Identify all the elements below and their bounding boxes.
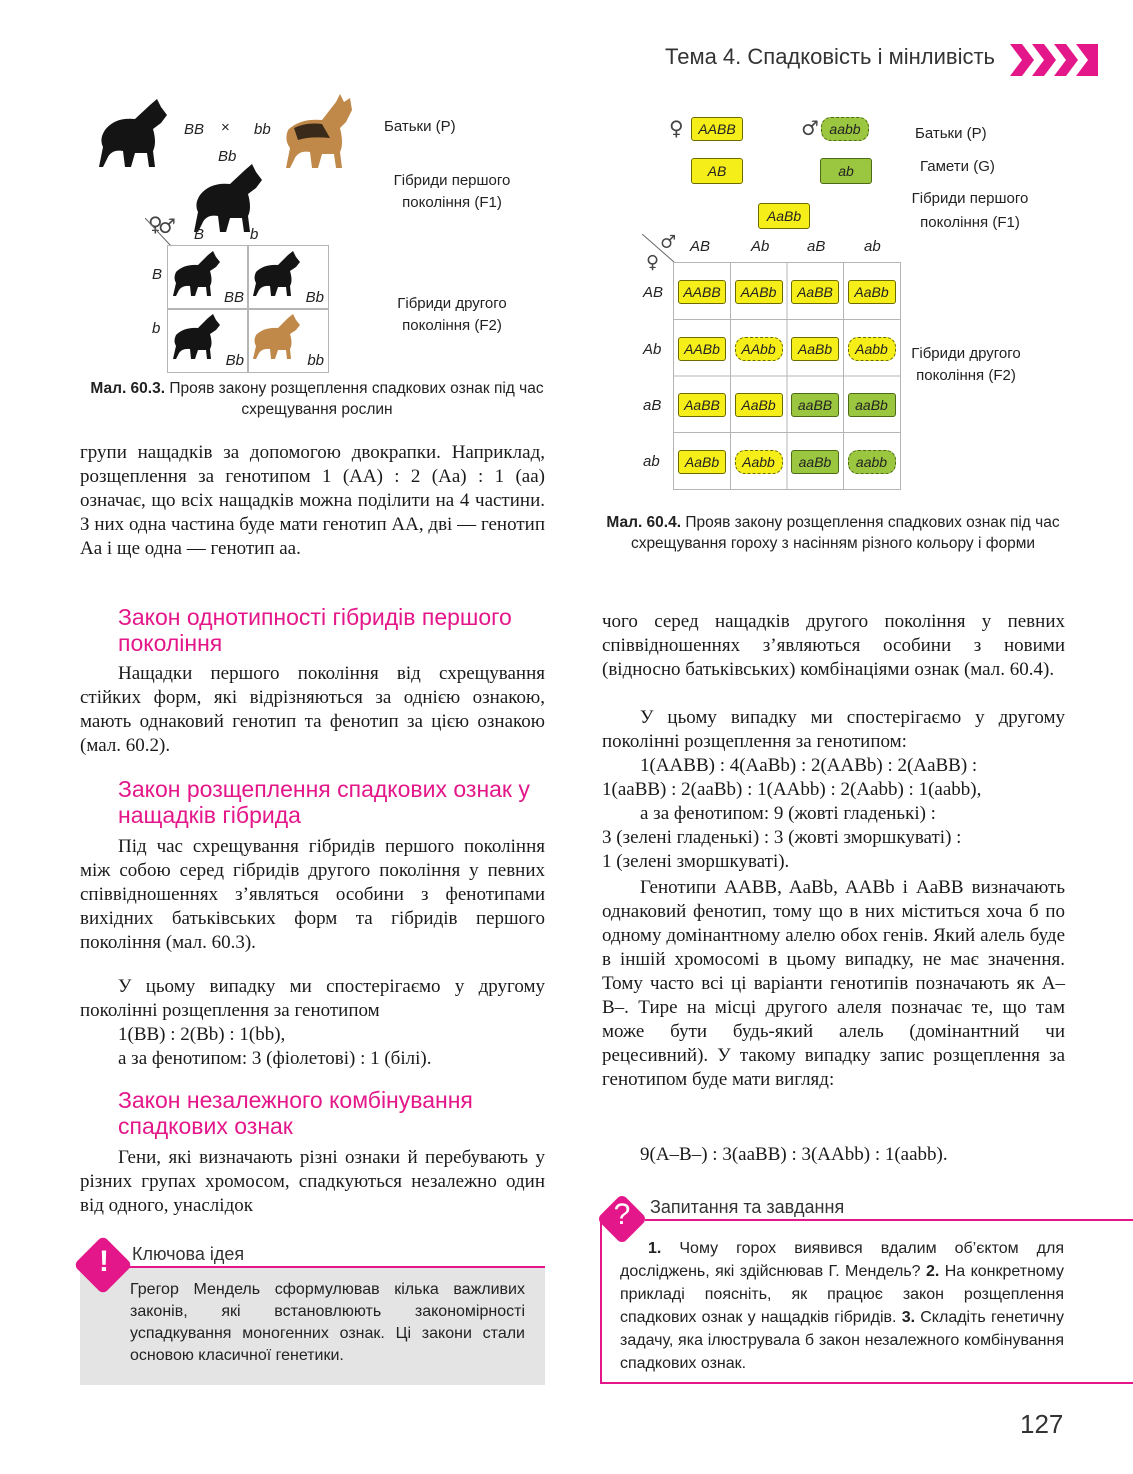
punnett-genotype-box: AaBb <box>735 393 783 417</box>
left-p3-formula-1: 1(BB) : 2(Bb) : 1(bb), <box>118 1024 286 1045</box>
left-p3: У цьому випадку ми спостерігаємо у другому поколінні розщеплення за генотипом <box>80 976 545 1021</box>
gamete-female-box: AB <box>691 158 743 184</box>
punnett-genotype-box: AaBB <box>791 280 839 304</box>
punnett-genotype-box: Aabb <box>848 337 896 361</box>
q2-text: На конкретному прикладі поясніть, як працює закон розщеплення спадкових ознак у нащадків гібридів. <box>620 1263 1064 1326</box>
caption-60-4 <box>600 512 1066 554</box>
heading-law-1: Закон однотипності гібридів першого покоління <box>118 604 512 656</box>
left-p4: Гени, які визначають різні ознаки й перебувають у різних групах хромосом, спадкуються незалежно один від одного, унаслідок <box>80 1147 545 1216</box>
parent-genotype-right: bb <box>254 121 271 138</box>
left-intro: групи нащадків за допомогою двокрапки. Наприклад, розщеплення за генотипом 1 (AA) : 2 (Aa) : 1 (aa) означає, що всіх нащадків можна поділити на 4 частини. З них одна частина буде мати генотип AA, дві — генотип Aa і ще одна — генотип aa. <box>80 442 545 559</box>
left-p2: Під час схрещування гібридів першого покоління між собою серед гібридів другого покоління у певних співвідношеннях з’являться особини з фенотипами вихідних батьківських форм та гібридів першого покоління (мал. 60.3). <box>80 836 545 953</box>
row-gamete: Ab <box>643 341 662 358</box>
punnett-genotype-box: aabb <box>848 450 896 474</box>
female-gamete-2: b <box>152 320 161 337</box>
row-gamete: aB <box>643 397 662 414</box>
punnett-genotype-box: aaBB <box>791 393 839 417</box>
q3-text: Складіть генетичну задачу, яка ілюструвала б закон незалежного комбінування спадкових ознак. <box>620 1309 1064 1372</box>
heading-law-2: Закон розщеплення спадкових ознак у нащадків гібрида <box>118 776 530 828</box>
parent-male-box: aabb <box>821 117 869 141</box>
caption-60-4-text: Прояв закону розщеплення спадкових ознак під час схрещування гороху з насінням різного кольору і форми <box>630 514 1060 552</box>
cross-symbol: × <box>221 119 230 136</box>
right-p3: Генотипи AABB, AaBb, AABb і AaBB визначають однаковий фенотип, тому що в них міститься хоча б по одному домінантному алелю обох генів. Який алель буде в іншій хромосомі в цьому випадку, не має значення. Тому часто всі ці варіанти генотипів позначають як A–B–. Тире на місці другого алеля позначає те, що там може бути будь-який алель (домінантний чи рецесивний). У такому випадку запис розщеплення за генотипом буде мати вигляд: <box>602 877 1065 1090</box>
female-gamete-1: B <box>152 266 163 283</box>
right-formula-1: 1(AABB) : 4(AaBb) : 2(AABb) : 2(AaBB) : <box>640 755 978 776</box>
male-gamete-2: b <box>250 226 259 243</box>
caption-60-3 <box>82 378 552 420</box>
parent-genotype-left: BB <box>184 121 205 138</box>
questions-box <box>600 1195 1133 1385</box>
col-gamete: ab <box>864 238 881 255</box>
question-mark-icon: ? <box>613 1198 631 1231</box>
punnett-genotype: Bb <box>305 289 324 306</box>
q2-number: 2. <box>925 1263 940 1280</box>
label-parents: Батьки (P) <box>384 118 456 135</box>
parent-female-box: AABB <box>691 117 743 141</box>
punnett-cell <box>247 308 329 373</box>
chevrons-icon <box>1010 44 1098 76</box>
right-p1: чого серед нащадків другого покоління у певних співвідношеннях з’являються особини з новими (відносно батьківських) комбінаціями ознак (мал. 60.4). <box>602 611 1065 680</box>
label-f2-604: Гібриди другого покоління (F2) <box>911 345 1021 384</box>
punnett-genotype-box: AaBb <box>791 337 839 361</box>
right-formula-3: а за фенотипом: 9 (жовті гладенькі) : <box>640 803 936 824</box>
header-title: Тема 4. Спадковість і мінливість <box>665 44 995 69</box>
black-dog-image <box>95 95 175 170</box>
f1-box: AaBb <box>758 203 810 229</box>
caption-60-4-number: Мал. 60.4. <box>606 514 682 531</box>
label-f2: Гібриди другого покоління (F2) <box>397 295 507 334</box>
punnett-genotype-box: AABb <box>735 280 783 304</box>
row-gamete: AB <box>643 284 664 301</box>
punnett-genotype-box: AaBb <box>678 450 726 474</box>
right-formula-5: 1 (зелені зморшкуваті). <box>602 851 790 872</box>
right-p3-formula: 9(A–B–) : 3(aaBB) : 3(AAbb) : 1(aabb). <box>640 1144 948 1165</box>
caption-60-3-text: Прояв закону розщеплення спадкових ознак під час схрещування рослин <box>165 380 544 418</box>
male-symbol: ♂ <box>660 232 677 253</box>
female-symbol: ♀ <box>148 212 163 236</box>
gamete-male-box: ab <box>820 158 872 184</box>
page-number: 127 <box>1020 1409 1064 1439</box>
q3-number: 3. <box>901 1309 916 1326</box>
left-p3-formula-2: а за фенотипом: 3 (фіолетові) : 1 (білі). <box>118 1048 432 1069</box>
right-p2: У цьому випадку ми спостерігаємо у другому поколінні розщеплення за генотипом: <box>602 707 1065 752</box>
key-idea-text: Грегор Мендель сформулював кілька важливих законів, які встановлюють закономірності успадкування моногенних ознак. Ці закони стали основою класичної генетики. <box>130 1281 525 1364</box>
male-symbol: ♂ <box>801 116 819 140</box>
label-gametes: Гамети (G) <box>920 158 995 175</box>
punnett-genotype: Bb <box>225 352 244 369</box>
questions-title: Запитання та завдання <box>650 1197 845 1217</box>
male-symbol: ♂ <box>158 214 176 238</box>
punnett-genotype-box: Aabb <box>735 450 783 474</box>
label-f1-604: Гібриди першого покоління (F1) <box>911 190 1029 231</box>
f1-genotype: Bb <box>218 148 237 165</box>
right-formula-2: 1(aaBB) : 2(aaBb) : 1(AAbb) : 2(Aabb) : 1(aabb), <box>602 779 982 800</box>
label-f1: Гібриди першого покоління (F1) <box>393 172 511 211</box>
key-idea-box <box>80 1235 545 1385</box>
punnett-genotype-box: AAbb <box>735 337 783 361</box>
f1-dog-image <box>190 160 270 235</box>
q1-number: 1. <box>648 1240 662 1257</box>
punnett-genotype-box: AaBB <box>678 393 726 417</box>
q1-text: Чому горох виявився вдалим об’єктом для досліджень, які здійснював Г. Мендель? <box>620 1240 1064 1280</box>
punnett-genotype-box: aaBb <box>791 450 839 474</box>
col-gamete: AB <box>690 238 711 255</box>
punnett-cell <box>167 308 249 373</box>
exclamation-icon: ! <box>99 1245 109 1278</box>
col-gamete: Ab <box>751 238 770 255</box>
punnett-grid-604 <box>673 262 901 490</box>
female-symbol: ♀ <box>669 116 684 140</box>
punnett-cell <box>247 245 329 310</box>
questions-text <box>620 1237 1064 1375</box>
punnett-genotype-box: AaBb <box>848 280 896 304</box>
row-gamete: ab <box>643 453 660 470</box>
female-symbol: ♀ <box>646 252 660 273</box>
heading-law-3: Закон незалежного комбінування спадкових ознак <box>118 1087 473 1139</box>
punnett-genotype-box: AABB <box>678 280 726 304</box>
punnett-genotype: BB <box>223 289 244 306</box>
punnett-genotype: bb <box>307 352 324 369</box>
punnett-cell <box>167 245 249 310</box>
punnett-genotype-box: aaBb <box>848 393 896 417</box>
label-parents-604: Батьки (P) <box>915 125 987 142</box>
tan-dog-image <box>280 92 360 172</box>
punnett-genotype-box: AABb <box>678 337 726 361</box>
left-p1: Нащадки першого покоління від схрещування стійких форм, які відрізняються за однією ознакою, мають однаковий генотип та фенотип за цією ознакою (мал. 60.2). <box>80 663 545 756</box>
punnett-divider <box>145 218 173 248</box>
caption-60-3-number: Мал. 60.3. <box>90 380 166 397</box>
key-idea-title: Ключова ідея <box>132 1244 245 1264</box>
right-formula-4: 3 (зелені гладенькі) : 3 (жовті зморшкуваті) : <box>602 827 962 848</box>
col-gamete: aB <box>807 238 826 255</box>
male-gamete-1: B <box>194 226 205 243</box>
